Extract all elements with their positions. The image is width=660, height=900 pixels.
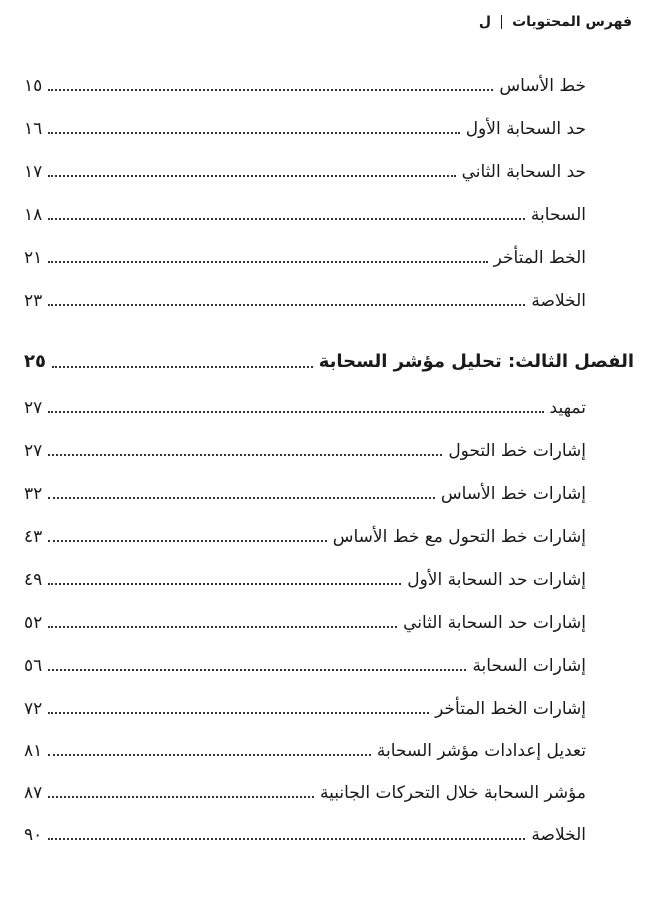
dot-leader — [48, 89, 493, 91]
toc-entry-title: تعديل إعدادات مؤشر السحابة — [376, 740, 586, 761]
toc-entry-page: ١٨ — [24, 204, 43, 225]
toc-entry-title: مؤشر السحابة خلال التحركات الجانبية — [319, 782, 586, 803]
toc-entry[interactable] — [24, 603, 586, 633]
toc-entry-title: إشارات الخط المتأخر — [435, 698, 586, 719]
header-separator — [501, 15, 502, 29]
toc-entry[interactable] — [24, 689, 586, 719]
toc-entry-title: إشارات خط التحول — [448, 440, 586, 461]
toc-entry[interactable] — [24, 560, 586, 590]
toc-entry[interactable] — [24, 517, 586, 547]
dot-leader — [48, 497, 435, 499]
toc-entry[interactable] — [24, 195, 586, 225]
dot-leader — [48, 175, 455, 177]
toc-entry[interactable] — [24, 815, 586, 845]
page-header — [479, 14, 632, 30]
toc-entry-title: الخلاصة — [531, 290, 586, 311]
toc-entry-page: ٨١ — [24, 740, 43, 761]
chapter-title: الفصل الثالث: تحليل مؤشر السحابة — [318, 351, 634, 373]
toc-entry[interactable] — [24, 431, 586, 461]
toc-entry[interactable] — [24, 281, 586, 311]
dot-leader — [48, 218, 525, 220]
header-title: فهرس المحتويات — [512, 14, 632, 30]
toc-entry-title: إشارات خط التحول مع خط الأساس — [332, 526, 586, 547]
toc-entry-page: ١٧ — [24, 161, 43, 182]
toc-entry-page: ٢٧ — [24, 397, 43, 418]
toc-entry-title: الخط المتأخر — [493, 247, 586, 268]
chapter-page: ٢٥ — [24, 351, 46, 373]
toc-entry-title: إشارات خط الأساس — [440, 483, 586, 504]
dot-leader — [48, 712, 429, 714]
dot-leader — [48, 132, 459, 134]
toc-entry[interactable] — [24, 66, 586, 96]
toc-entry-title: إشارات حد السحابة الأول — [407, 569, 586, 590]
dot-leader — [48, 583, 401, 585]
dot-leader — [48, 304, 525, 306]
toc-entry-title: خط الأساس — [499, 75, 586, 96]
dot-leader — [48, 261, 487, 263]
dot-leader — [48, 754, 371, 756]
toc-entry-page: ١٦ — [24, 118, 43, 139]
toc-entry-page: ٨٧ — [24, 782, 43, 803]
toc-entry-title: السحابة — [530, 204, 586, 225]
toc-entry-page: ٥٢ — [24, 612, 43, 633]
dot-leader — [48, 838, 525, 840]
toc-entry-page: ٥٦ — [24, 655, 43, 676]
toc-entry[interactable] — [24, 731, 586, 761]
toc-entry-title: حد السحابة الثاني — [461, 161, 586, 182]
toc-entry[interactable] — [24, 773, 586, 803]
toc-entry-title: تمهيد — [549, 397, 586, 418]
toc-entry[interactable] — [24, 474, 586, 504]
toc-entry[interactable] — [24, 109, 586, 139]
toc-entry-page: ٤٩ — [24, 569, 43, 590]
toc-entry-page: ٧٢ — [24, 698, 43, 719]
toc-entry-title: الخلاصة — [531, 824, 586, 845]
dot-leader — [48, 454, 442, 456]
toc-entry[interactable] — [24, 388, 586, 418]
toc-entry-page: ٣٢ — [24, 483, 43, 504]
toc-entry-page: ٢٧ — [24, 440, 43, 461]
toc-chapter-entry[interactable] — [24, 343, 634, 373]
toc-entry-page: ٤٣ — [24, 526, 43, 547]
toc-entry[interactable] — [24, 152, 586, 182]
dot-leader — [48, 411, 543, 413]
toc-entry-page: ٩٠ — [24, 824, 43, 845]
toc-entry-title: إشارات حد السحابة الثاني — [403, 612, 586, 633]
toc-entry-title: إشارات السحابة — [472, 655, 586, 676]
toc-entry-title: حد السحابة الأول — [465, 118, 586, 139]
toc-entry-page: ٢١ — [24, 247, 43, 268]
dot-leader — [48, 669, 466, 671]
dot-leader — [52, 366, 313, 368]
dot-leader — [48, 626, 397, 628]
toc-entry[interactable] — [24, 646, 586, 676]
toc-entry[interactable] — [24, 238, 586, 268]
dot-leader — [48, 540, 326, 542]
toc-entry-page: ١٥ — [24, 75, 43, 96]
dot-leader — [48, 796, 314, 798]
toc-entry-page: ٢٣ — [24, 290, 43, 311]
header-page-letter: ل — [478, 14, 492, 30]
